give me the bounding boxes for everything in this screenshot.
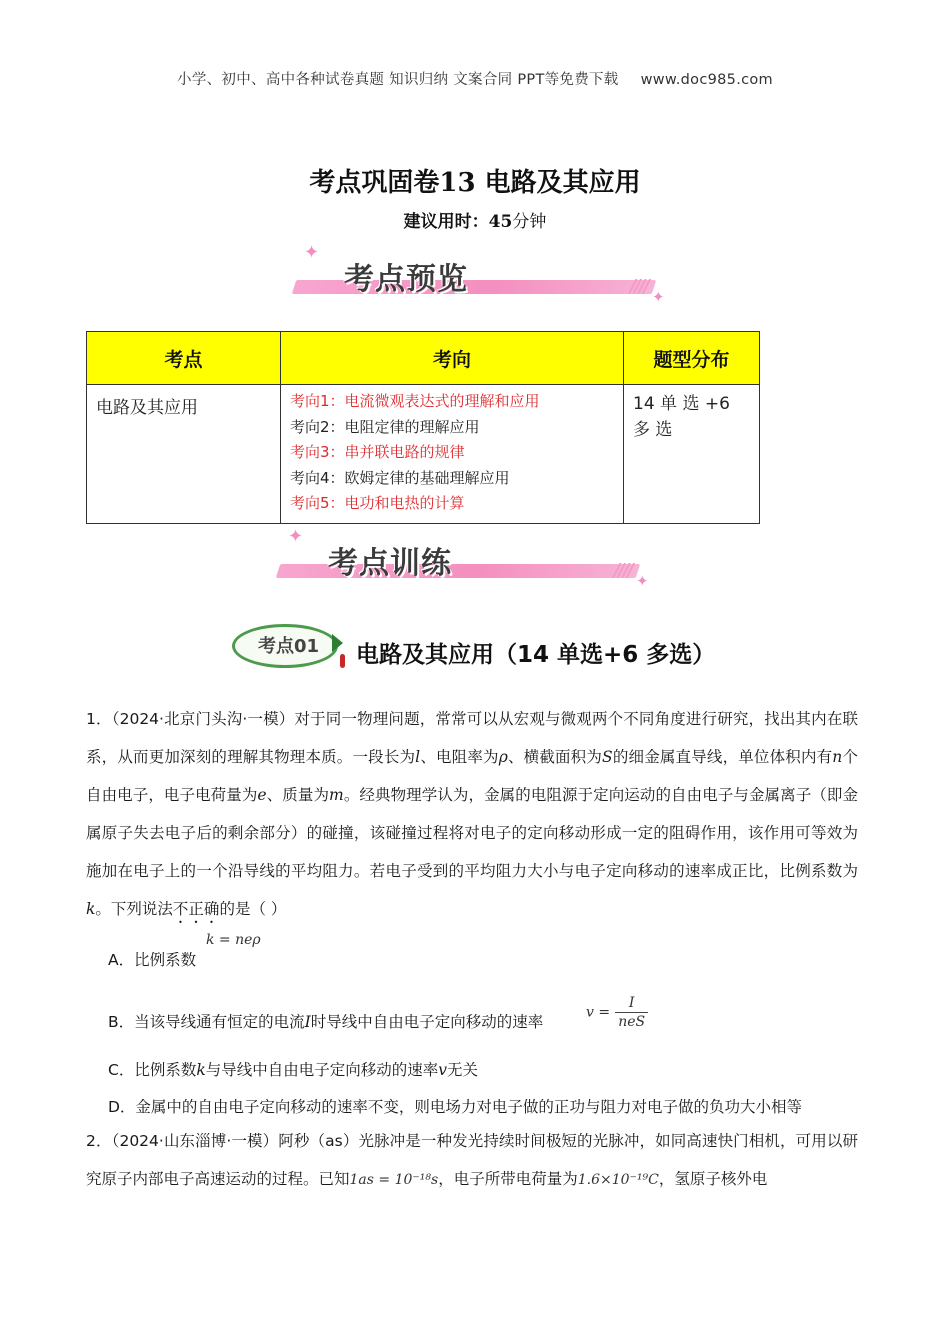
table-cell-distribution: 14 单 选 +6 多 选 xyxy=(624,385,760,524)
suggested-time-value: 45 xyxy=(488,212,513,232)
section-heading: 电路及其应用（14 单选+6 多选） xyxy=(356,642,716,668)
sparkle-icon: ✦ xyxy=(652,288,665,306)
math-attosecond: 1as = 10⁻¹⁸s xyxy=(349,1172,439,1188)
overview-table xyxy=(86,331,760,524)
question-1-stem: 1．（2024·北京门头沟·一模）对于同一物理问题，常常可以从宏观与微观两个不同角度进行研究，找出其内在联系，从而更加深刻的理解其物理本质。一段长为l、电阻率为ρ、横截面积为S的细金属直导线，单位体积内有n个自由电子，电子电荷量为e、质量为m。经典物理学认为，金属的电阻源于定向运动的自由电子与金属离子（即金属原子失去电子后的剩余部分）的碰撞，该碰撞过程将对电子的定向移动形成一定的阻碍作用，该作用可等效为施加在电子上的一个沿导线的平均阻力。若电子受到的平均阻力大小与电子定向移动的速率成正比，比例系数为k。下列说法不正确的是（ ） xyxy=(86,710,858,918)
page-header xyxy=(0,68,950,89)
badge-arrow-icon xyxy=(332,634,343,652)
question-2-stem: 2．（2024·山东淄博·一模）阿秒（as）光脉冲是一种发光持续时间极短的光脉冲，如同高速快门相机，可用以研究原子内部电子高速运动的过程。已知1as = 10⁻¹⁸s，电子所带电荷量为1.6×10⁻¹⁹C，氢原子核外电 xyxy=(86,1132,858,1188)
training-banner xyxy=(270,522,660,612)
option-b-formula: v = $\frac{I}{\text{neS}}$ xyxy=(586,994,648,1031)
sparkle-icon: ✦ xyxy=(636,572,649,590)
badge-label: 考点01 xyxy=(258,636,320,657)
table-header-distribution: 题型分布 xyxy=(624,332,760,385)
banner-slashes: //// xyxy=(613,560,632,581)
emphasis-not-correct: 不正确 xyxy=(172,900,220,918)
math-charge: 1.6×10⁻¹⁹C xyxy=(577,1172,659,1188)
header-site-link[interactable]: www.doc985.com xyxy=(640,72,773,88)
badge-drop-icon xyxy=(340,654,345,668)
option-b[interactable]: B．当该导线通有恒定的电流I时导线中自由电子定向移动的速率 xyxy=(108,1013,544,1031)
suggested-time-label: 建议用时： xyxy=(403,212,489,232)
table-header-direction: 考向 xyxy=(281,332,624,385)
section-badge xyxy=(232,624,344,666)
banner-slashes: //// xyxy=(629,276,648,297)
suggested-time-unit: 分钟 xyxy=(512,212,547,232)
table-header-topic: 考点 xyxy=(87,332,281,385)
training-banner-title: 考点训练 xyxy=(328,546,452,581)
direction-item-4: 考向4：欧姆定律的基础理解应用 xyxy=(290,468,510,487)
option-d[interactable]: D．金属中的自由电子定向移动的速率不变，则电场力对电子做的正功与阻力对电子做的负功大小相等 xyxy=(108,1098,802,1116)
option-a-formula: k = neρ xyxy=(206,932,261,948)
table-cell-directions xyxy=(281,385,624,524)
option-c[interactable]: C．比例系数k与导线中自由电子定向移动的速率v无关 xyxy=(108,1061,479,1079)
question-source: （2024·山东淄博·一模） xyxy=(111,1132,279,1150)
direction-item-2: 考向2：电阻定律的理解应用 xyxy=(290,417,480,436)
direction-item-1: 考向1：电流微观表达式的理解和应用 xyxy=(290,392,540,410)
sparkle-icon: ✦ xyxy=(304,242,320,263)
question-number: 2． xyxy=(86,1132,112,1150)
sparkle-icon: ✦ xyxy=(288,526,304,547)
suggested-time xyxy=(0,207,950,232)
question-source: （2024·北京门头沟·一模） xyxy=(111,710,295,728)
direction-item-5: 考向5：电功和电热的计算 xyxy=(290,494,465,512)
fraction: $\frac{I}{\text{neS}}$ xyxy=(615,994,648,1031)
overview-banner xyxy=(286,238,676,328)
table-cell-topic: 电路及其应用 xyxy=(87,385,281,524)
page-title: 考点巩固卷13 电路及其应用 xyxy=(309,168,641,198)
option-a[interactable]: A．比例系数 xyxy=(108,951,197,969)
overview-banner-title: 考点预览 xyxy=(344,262,468,297)
question-number: 1． xyxy=(86,710,112,728)
direction-item-3: 考向3：串并联电路的规律 xyxy=(290,443,465,461)
header-text: 小学、初中、高中各种试卷真题 知识归纳 文案合同 PPT等免费下载 xyxy=(177,72,619,88)
